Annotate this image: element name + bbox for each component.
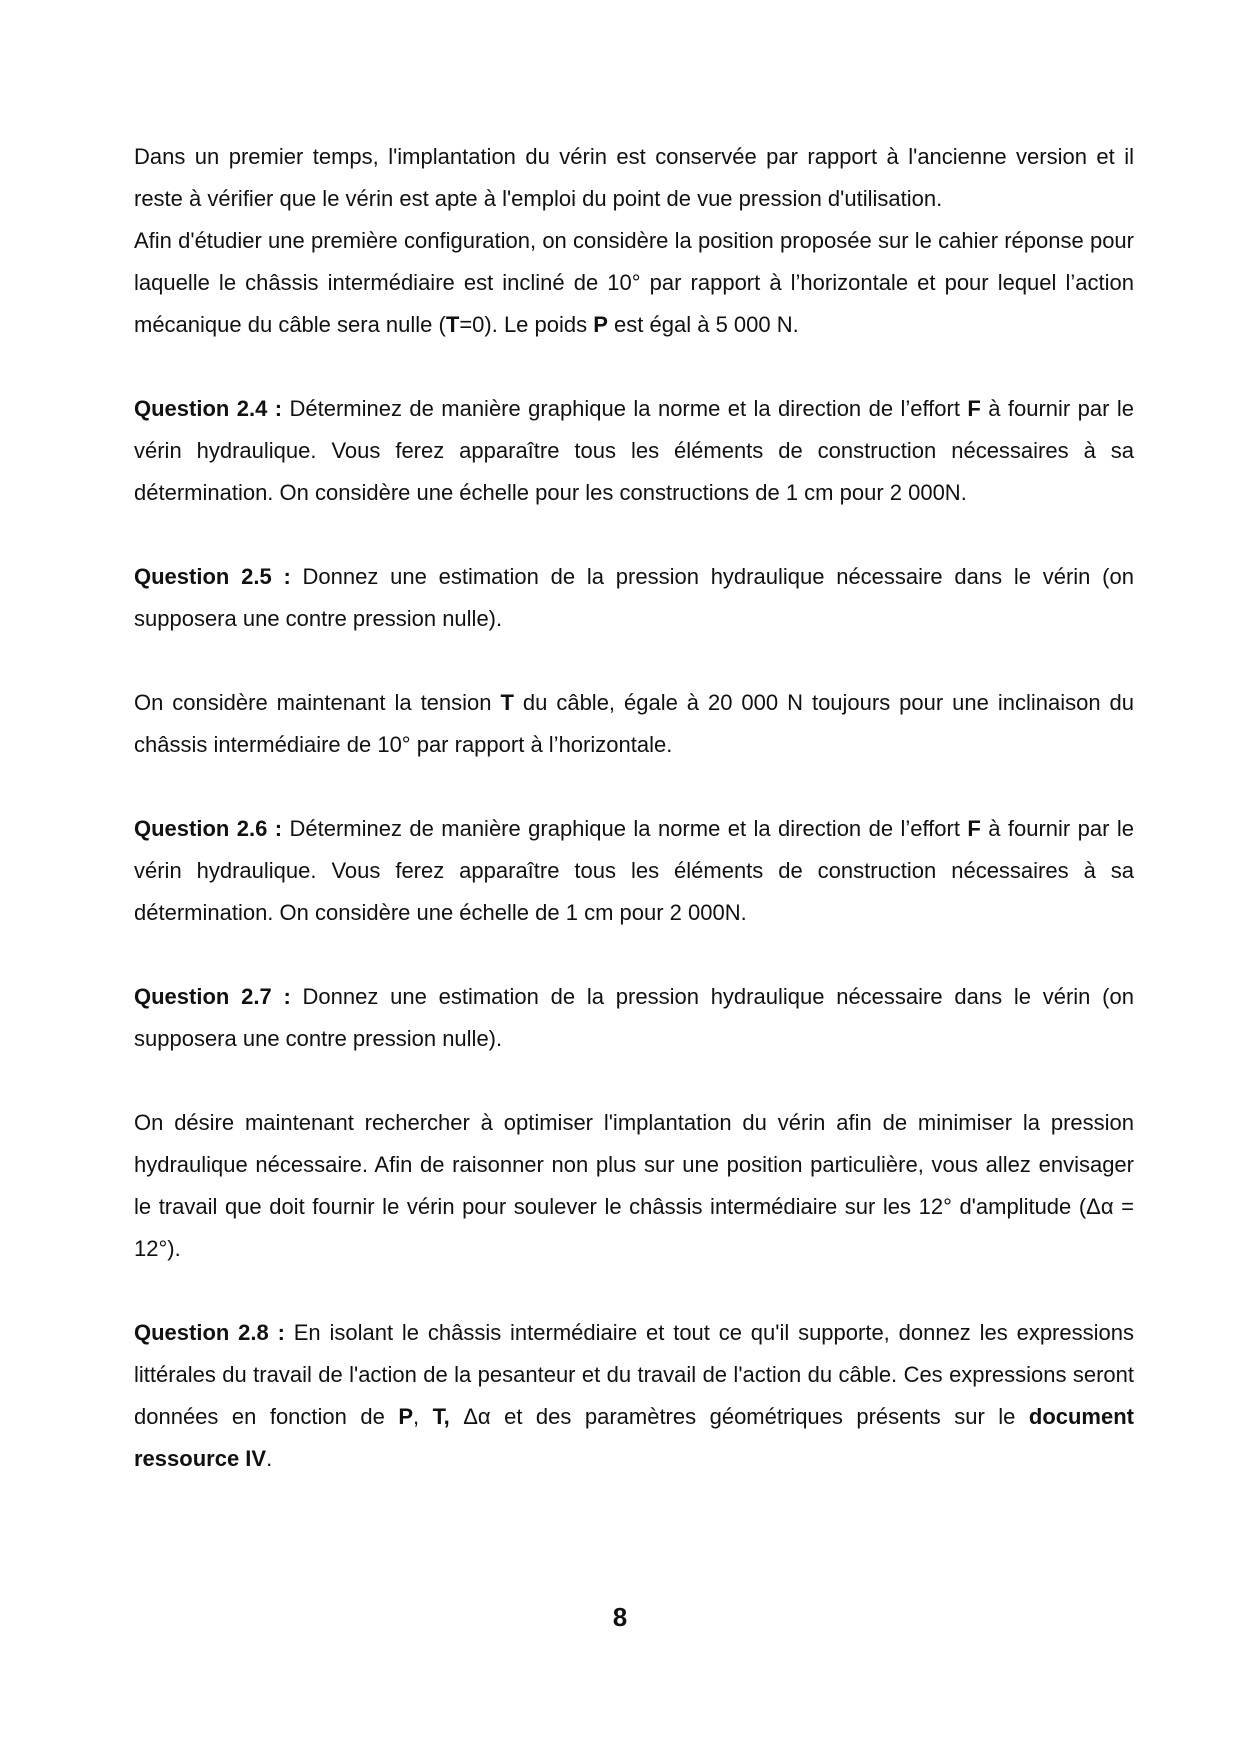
question-2-6-text-1: Déterminez de manière graphique la norme et la direction de l’effort [282,816,968,841]
tension-symbol: T [500,690,514,715]
intro-paragraph-1: Dans un premier temps, l'implantation du vérin est conservée par rapport à l'ancienne version et il reste à vérifier que le vérin est apte à l'emploi du point de vue pression d'utilisation. [134,144,1134,211]
intro-paragraph-2 [134,220,1134,346]
question-2-8-label: Question 2.8 : [134,1320,285,1345]
question-2-5-text: Donnez une estimation de la pression hydraulique nécessaire dans le vérin (on supposera une contre pression nulle). [134,564,1134,631]
tension-text-1: On considère maintenant la tension [134,690,501,715]
intro2-text-3: est égal à 5 000 N. [607,312,799,337]
page-content [134,136,1134,1480]
question-2-7-label: Question 2.7 : [134,984,291,1009]
optimisation-paragraph: On désire maintenant rechercher à optimiser l'implantation du vérin afin de minimiser la pression hydraulique nécessaire. Afin de raisonner non plus sur une position particulière, vous allez envisager le travail que doit fournir le vérin pour soulever le châssis intermédiaire sur les 12° d'amplitude (Δα = 12°). [134,1110,1134,1261]
question-2-7 [134,976,1134,1060]
question-2-7-text: Donnez une estimation de la pression hydraulique nécessaire dans le vérin (on supposera une contre pression nulle). [134,984,1134,1051]
question-2-4-label: Question 2.4 : [134,396,283,421]
question-2-8 [134,1312,1134,1480]
question-2-6-text-2: à fournir par le vérin hydraulique. Vous ferez apparaître tous les éléments de construction nécessaires à sa détermination. On considère une échelle de 1 cm pour 2 000N. [134,816,1134,925]
question-2-6-label: Question 2.6 : [134,816,283,841]
intro2-text-1: Afin d'étudier une première configuration, on considère la position proposée sur le cahier réponse pour laquelle le châssis intermédiaire est incliné de 10° par rapport à l’horizontale et pour lequel l’action mécanique du câble sera nulle ( [134,228,1134,337]
tension-text-2: du câble, égale à 20 000 N toujours pour une inclinaison du châssis intermédiaire de 10° par rapport à l’horizontale. [134,690,1135,757]
weight-symbol: P [593,312,608,337]
question-2-4-text-2: à fournir par le vérin hydraulique. Vous ferez apparaître tous les éléments de construction nécessaires à sa détermination. On considère une échelle pour les constructions de 1 cm pour 2 000N. [134,396,1134,505]
question-2-8-text-3: . [266,1446,273,1471]
question-2-8-sep: , [413,1404,433,1429]
tension-paragraph [134,682,1134,766]
question-2-6 [134,808,1134,934]
weight-symbol: P [398,1404,413,1429]
question-2-5-label: Question 2.5 : [134,564,291,589]
question-2-8-text-2: Δα et des paramètres géométriques présents sur le [449,1404,1029,1429]
cable-tension-symbol: T [445,312,460,337]
question-2-4-text-1: Déterminez de manière graphique la norme et la direction de l’effort [282,396,968,421]
intro2-text-2: =0). Le poids [459,312,594,337]
page-number: 8 [612,1602,628,1632]
tension-symbol: T, [432,1404,450,1429]
question-2-4 [134,388,1134,514]
document-reference: document ressource IV [134,1404,1134,1471]
force-symbol: F [967,816,981,841]
question-2-5 [134,556,1134,640]
question-2-8-text-1: En isolant le châssis intermédiaire et tout ce qu'il supporte, donnez les expressions littérales du travail de l'action de la pesanteur et du travail de l'action du câble. Ces expressions seront données en fonction de [134,1320,1134,1429]
force-symbol: F [967,396,981,421]
